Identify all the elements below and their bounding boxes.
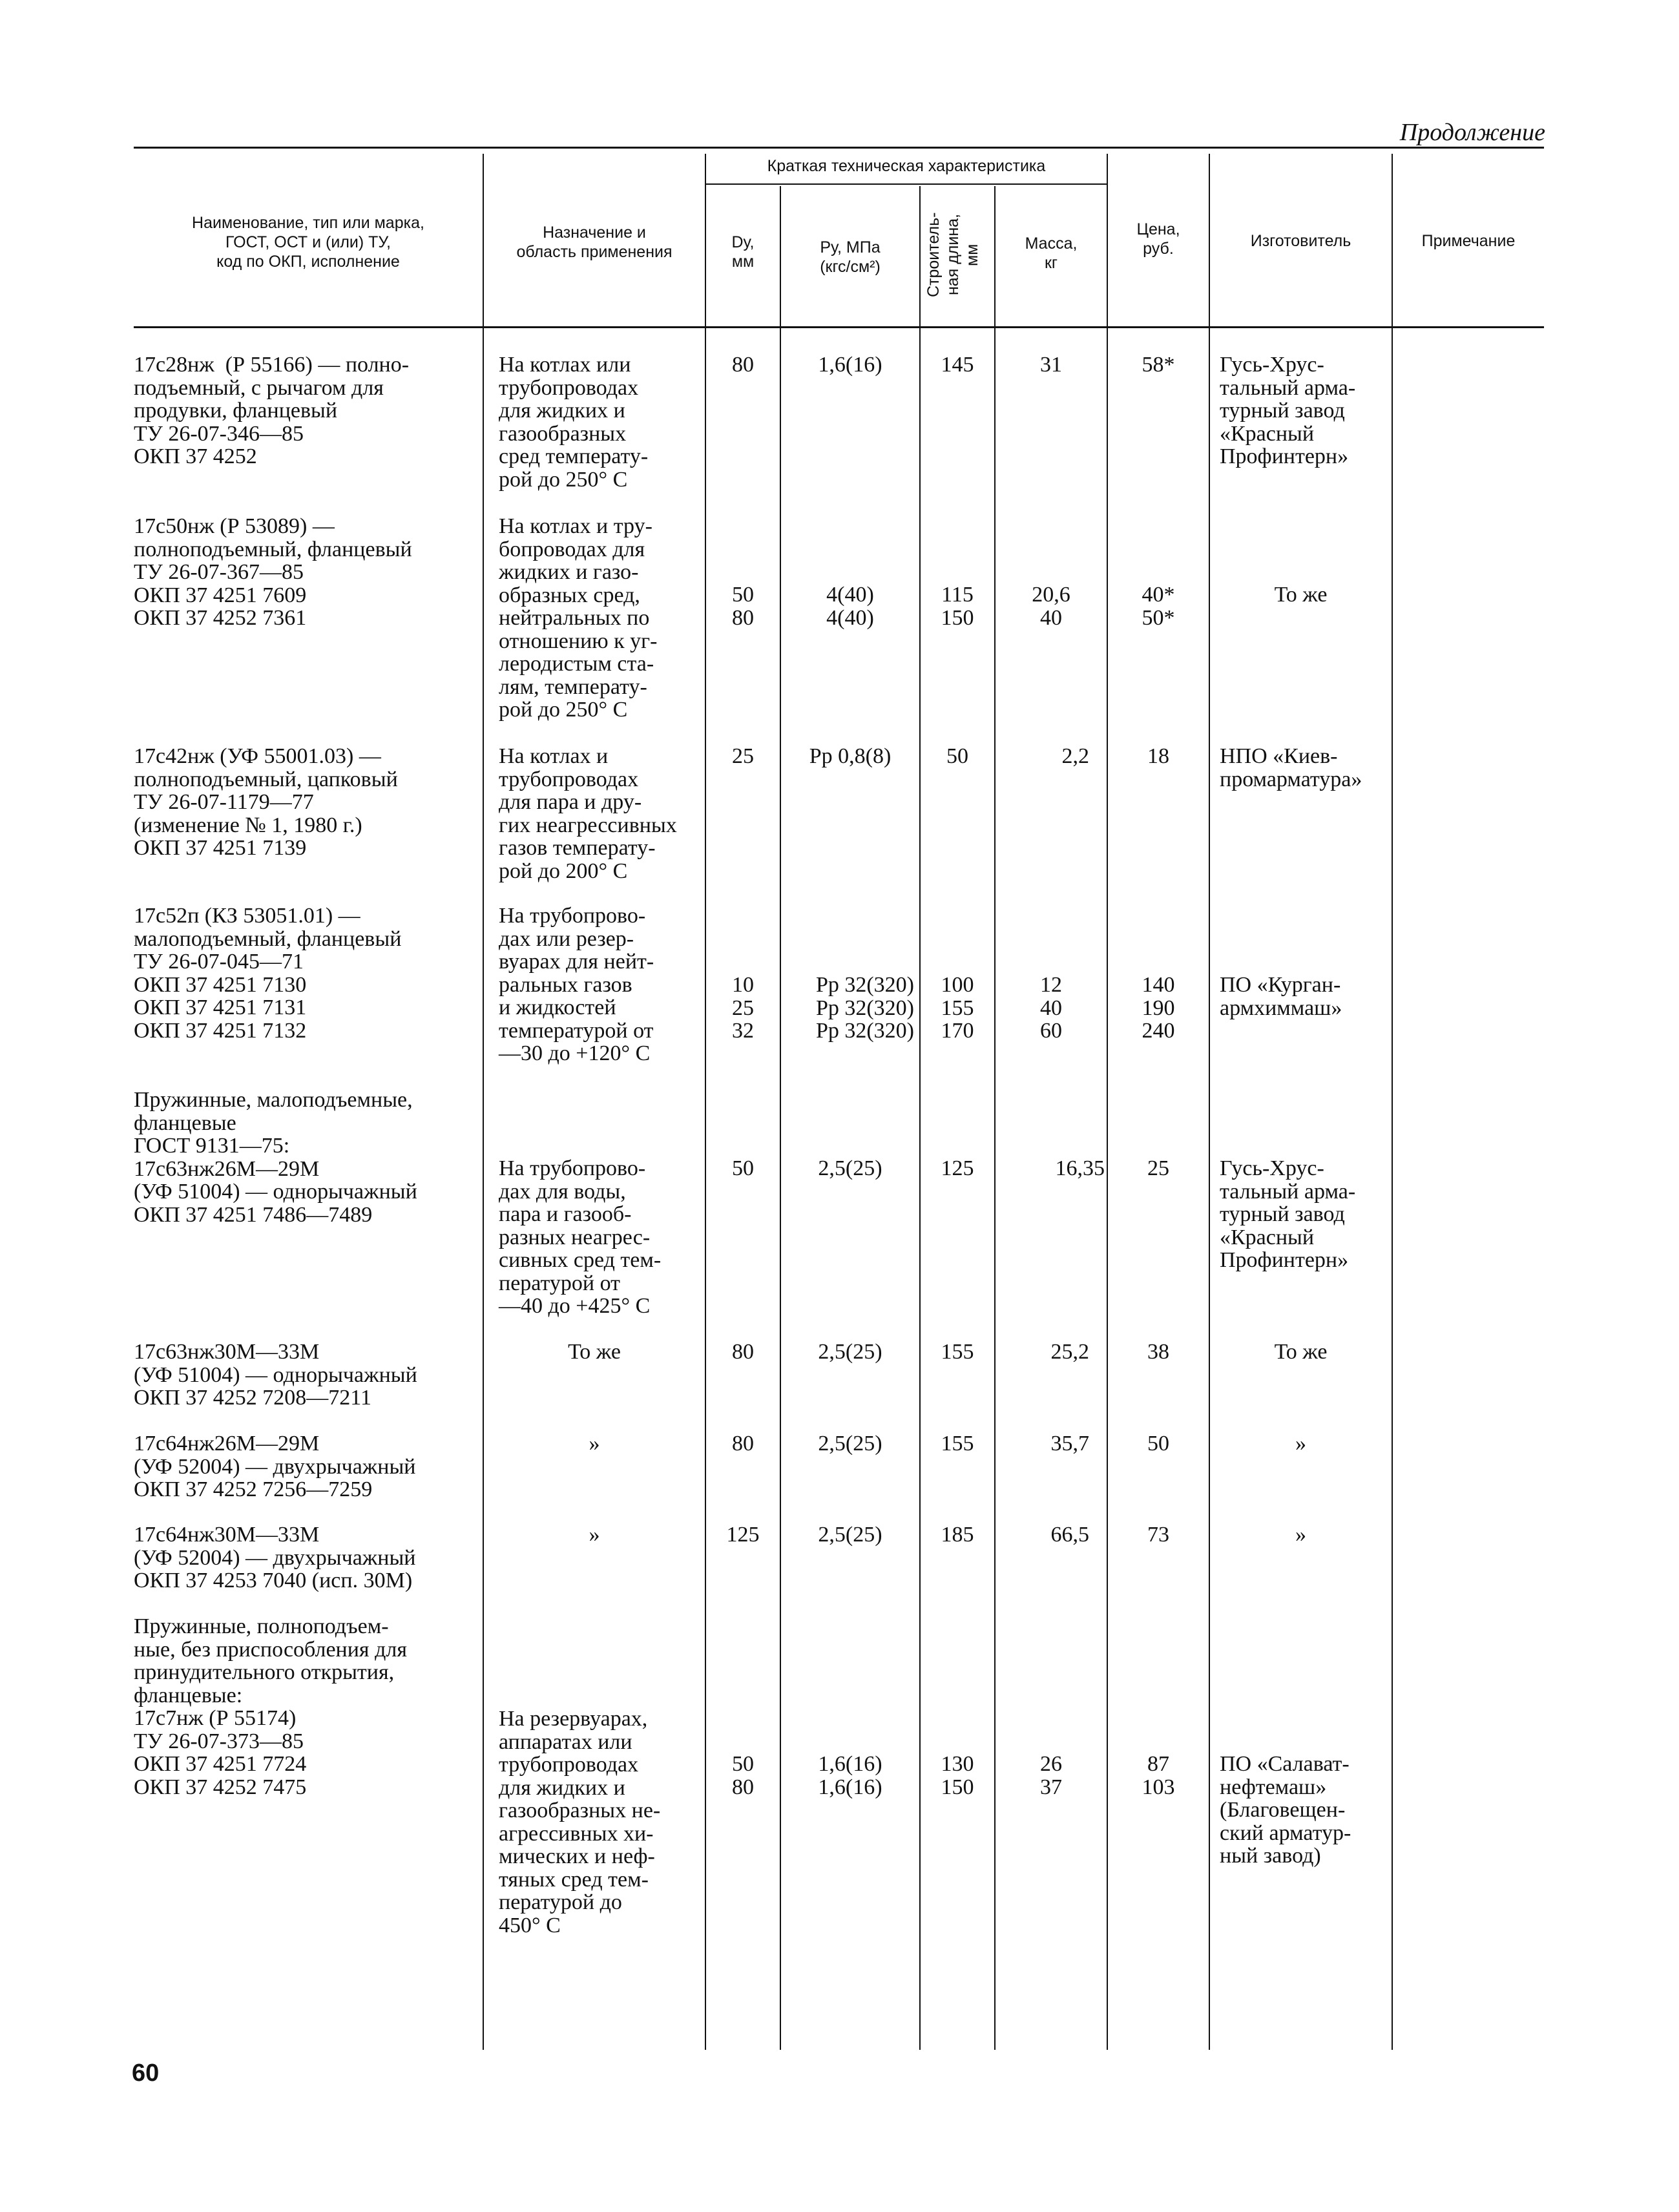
row-maker: Гусь-Хрус- тальный арма- турный завод «Красный Профинтерн»	[1220, 1156, 1356, 1272]
header-name: Наименование, тип или марка, ГОСТ, ОСТ и (или) ТУ, код по ОКП, исполнение	[192, 214, 424, 271]
row-mass: 16,35	[1055, 1156, 1105, 1180]
row-dy: 25	[732, 744, 754, 768]
top-rule	[134, 147, 1544, 149]
subheader-rule	[705, 183, 1107, 185]
row-py: 2,5(25)	[818, 1523, 882, 1547]
row-purpose: На котлах и трубопроводах для пара и дру- гих неагрессивных газов температу- рой до 200° С	[499, 744, 677, 883]
row-length: 50	[946, 744, 968, 768]
row-price: 25	[1147, 1156, 1169, 1180]
col-rule	[1392, 154, 1393, 2050]
row-name: 17с63нж30М—33М (УФ 51004) — однорычажный ОКП 37 4252 7208—7211	[134, 1340, 417, 1410]
row-length: 185	[941, 1523, 974, 1547]
row-price: 73	[1147, 1523, 1169, 1547]
row-purpose: То же	[568, 1340, 621, 1364]
header-dy: Dу, мм	[731, 233, 755, 271]
row-length: 125	[941, 1156, 974, 1180]
row-mass: 26 37	[1040, 1752, 1062, 1799]
row-maker: ПО «Салават- нефтемаш» (Благовещен- ский арматур- ный завод)	[1220, 1752, 1351, 1868]
header-maker: Изготовитель	[1250, 232, 1351, 250]
row-maker: НПО «Киев- промарматура»	[1220, 744, 1362, 791]
row-name: 17с64нж30М—33М (УФ 52004) — двухрычажный ОКП 37 4253 7040 (исп. 30М)	[134, 1523, 416, 1592]
col-rule	[1209, 154, 1210, 2050]
row-name: Пружинные, полноподъем- ные, без приспособления для принудительного открытия, фланцевые: 17с7нж (Р 55174) ТУ 26-07-373—85 ОКП 37 4251 7724 ОКП 37 4252 7475	[134, 1614, 407, 1799]
row-mass: 35,7	[1050, 1432, 1089, 1456]
row-maker: То же	[1274, 1340, 1328, 1364]
row-name: 17с42нж (УФ 55001.03) — полноподъемный, цапковый ТУ 26-07-1179—77 (изменение № 1, 1980 г.) ОКП 37 4251 7139	[134, 744, 398, 860]
row-price: 58*	[1142, 353, 1175, 377]
header-py: Pу, МПа (кгс/см²)	[820, 238, 881, 276]
row-purpose: На котлах и тру- бопроводах для жидких и газо- образных сред, нейтральных по отношению к уг- леродистым ста- лям, температу- рой до 250° С	[499, 514, 658, 722]
row-length: 155	[941, 1340, 974, 1364]
row-price: 50	[1147, 1432, 1169, 1456]
col-rule	[483, 154, 484, 2050]
row-purpose: На котлах или трубопроводах для жидких и газообразных сред температу- рой до 250° С	[499, 353, 649, 492]
header-mass: Масса, кг	[1025, 235, 1078, 272]
row-py: 4(40) 4(40)	[826, 583, 874, 630]
row-name: Пружинные, малоподъемные, фланцевые ГОСТ 9131—75: 17с63нж26М—29М (УФ 51004) — однорычажный ОКП 37 4251 7486—7489	[134, 1088, 417, 1227]
row-dy: 50 80	[732, 583, 754, 630]
row-purpose: На трубопрово- дах для воды, пара и газооб- разных неагрес- сивных сред тем- пературой от —40 до +425° С	[499, 1156, 662, 1318]
row-purpose: На резервуарах, аппаратах или трубопроводах для жидких и газообразных не- агрессивных хи- мических и неф- тяных сред тем- пературой до 450° С	[499, 1707, 661, 1937]
row-mass: 31	[1040, 353, 1062, 377]
row-py: Pр 32(320) Pр 32(320) Pр 32(320)	[815, 973, 914, 1043]
row-mass: 25,2	[1050, 1340, 1089, 1364]
row-maker: »	[1295, 1523, 1306, 1547]
row-py: 2,5(25)	[818, 1432, 882, 1456]
header-length: Строитель- ная длина, мм	[924, 212, 981, 298]
row-price: 38	[1147, 1340, 1169, 1364]
row-dy: 80	[732, 1340, 754, 1364]
row-purpose: На трубопрово- дах или резер- вуарах для нейт- ральных газов и жидкостей температурой от —30 до +120° С	[499, 904, 654, 1065]
row-dy: 50 80	[732, 1752, 754, 1799]
row-dy: 80	[732, 1432, 754, 1456]
row-length: 130 150	[941, 1752, 974, 1799]
row-price: 18	[1147, 744, 1169, 768]
row-mass: 12 40 60	[1040, 973, 1062, 1043]
row-maker: ПО «Курган- армхиммаш»	[1220, 973, 1342, 1020]
page-number: 60	[132, 2060, 160, 2087]
row-name: 17с64нж26М—29М (УФ 52004) — двухрычажный ОКП 37 4252 7256—7259	[134, 1432, 416, 1501]
row-dy: 10 25 32	[732, 973, 754, 1043]
row-maker: Гусь-Хрус- тальный арма- турный завод «Красный Профинтерн»	[1220, 353, 1356, 468]
row-length: 100 155 170	[941, 973, 974, 1043]
row-py: 1,6(16) 1,6(16)	[818, 1752, 882, 1799]
row-name: 17с52п (КЗ 53051.01) — малоподъемный, фланцевый ТУ 26-07-045—71 ОКП 37 4251 7130 ОКП 37 4251 7131 ОКП 37 4251 7132	[134, 904, 402, 1043]
row-price: 87 103	[1142, 1752, 1175, 1799]
row-purpose: »	[589, 1523, 600, 1547]
row-purpose: »	[589, 1432, 600, 1456]
row-mass: 66,5	[1050, 1523, 1089, 1547]
row-price: 40* 50*	[1142, 583, 1175, 630]
row-maker: »	[1295, 1432, 1306, 1456]
row-length: 115 150	[941, 583, 974, 630]
row-py: 1,6(16)	[818, 353, 882, 377]
col-rule	[994, 186, 996, 2050]
header-purpose: Назначение и область применения	[516, 224, 673, 261]
row-py: 2,5(25)	[818, 1340, 882, 1364]
row-mass: 20,6 40	[1032, 583, 1070, 630]
row-dy: 80	[732, 353, 754, 377]
row-name: 17с28нж (Р 55166) — полно- подъемный, с рычагом для продувки, фланцевый ТУ 26-07-346—85 ОКП 37 4252	[134, 353, 410, 468]
continuation-label: Продолжение	[1399, 119, 1545, 146]
header-bottom-rule	[134, 326, 1544, 328]
row-price: 140 190 240	[1142, 973, 1175, 1043]
header-brief: Краткая техническая характеристика	[767, 157, 1046, 175]
header-price: Цена, руб.	[1136, 220, 1180, 258]
row-mass: 2,2	[1061, 744, 1089, 768]
row-length: 155	[941, 1432, 974, 1456]
row-py: 2,5(25)	[818, 1156, 882, 1180]
header-note: Примечание	[1421, 232, 1516, 250]
row-length: 145	[941, 353, 974, 377]
row-name: 17с50нж (Р 53089) — полноподъемный, фланцевый ТУ 26-07-367—85 ОКП 37 4251 7609 ОКП 37 4252 7361	[134, 514, 412, 630]
row-dy: 50	[732, 1156, 754, 1180]
row-dy: 125	[726, 1523, 760, 1547]
row-py: Pр 0,8(8)	[809, 744, 892, 768]
row-maker: То же	[1274, 583, 1328, 607]
